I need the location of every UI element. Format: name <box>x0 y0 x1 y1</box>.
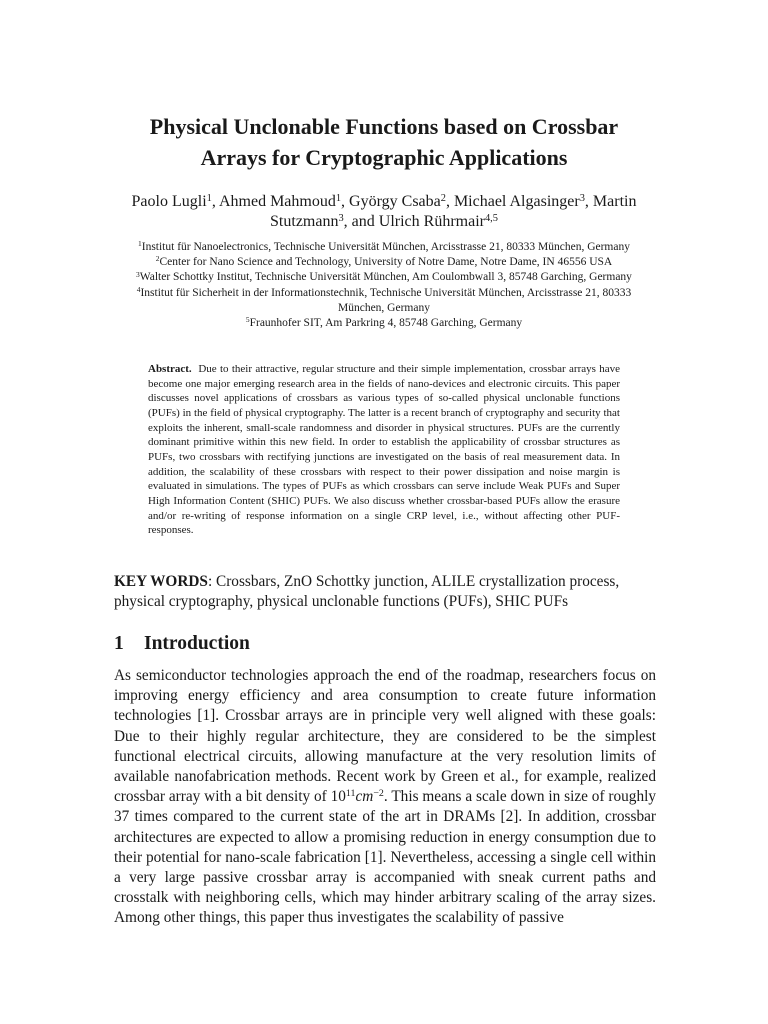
author-affil-mark: 4,5 <box>484 212 498 224</box>
section-number: 1 <box>114 633 124 654</box>
affil-text: Institut für Nanoelectronics, Technische Universität München, Arcisstrasse 21, 80333 München, Germany <box>141 241 630 253</box>
abstract-label: Abstract. <box>148 363 192 375</box>
affiliation-4-cont: München, Germany <box>338 301 430 314</box>
author-affil-mark: 1 <box>335 192 342 204</box>
intro-text: As semiconductor technologies approach the end of the roadmap, researchers focus on improving energy efficiency and area consumption to create future information technologies [1]. Crossbar arrays are in principle very well aligned with these goals: Due to their highly regular architecture, they are considered to be the simplest functional electrical circuits, allowing manufacture at the very resolution limits of available nanofabrication methods. Recent work by Green et al., for example, realized crossbar array with a bit density of 10 <box>114 667 656 806</box>
exponent: −2 <box>373 788 384 800</box>
section-heading <box>114 631 250 657</box>
author-name: , György Csaba <box>341 193 441 210</box>
keywords-label: KEY WORDS <box>114 573 208 590</box>
author-affil-mark: 3 <box>338 212 344 224</box>
intro-text: . This means a scale down in size of roughly 37 times compared to the current state of the art in DRAMs [2]. In addition, crossbar architectures are expected to allow a promising reduction in energy consumption due to their potential for nano-scale fabrication [1]. Nevertheless, accessing a single cell within a very large passive crossbar array is accompanied with sneak current paths and crosstalk with neighboring cells, which may hinder arbitrary scaling of the array sizes. Among other things, this paper thus investigates the scalability of passive <box>114 788 657 927</box>
affil-text: Fraunhofer SIT, Am Parkring 4, 85748 Garching, Germany <box>249 317 523 330</box>
affil-mark: 3 <box>136 269 140 279</box>
abstract <box>148 362 620 538</box>
affil-text: Institut für Sicherheit in der Informationstechnik, Technische Universität München, Arcisstrasse 21, 80333 <box>140 286 632 299</box>
affil-mark: 5 <box>245 315 250 325</box>
affiliation-list <box>0 240 768 331</box>
intro-paragraph <box>114 666 656 929</box>
paper-title <box>0 111 768 173</box>
author-name: Paolo Lugli <box>131 193 207 210</box>
affil-text: Center for Nano Science and Technology, University of Notre Dame, Notre Dame, IN 46556 USA <box>159 256 613 269</box>
author-name: Stutzmann <box>270 213 339 230</box>
section-title: Introduction <box>144 633 250 654</box>
title-line-1: Physical Unclonable Functions based on Crossbar <box>149 114 619 139</box>
unit: cm <box>355 788 374 806</box>
affiliation-2 <box>0 255 768 270</box>
author-name: , and Ulrich Rührmair <box>343 213 485 230</box>
keywords-text: : Crossbars, ZnO Schottky junction, ALILE crystallization process, physical cryptography, physical unclonable functions (PUFs), SHIC PUFs <box>114 573 620 610</box>
affiliation-1 <box>0 240 768 255</box>
affil-mark: 4 <box>136 284 141 294</box>
affiliation-3 <box>0 270 768 285</box>
author-name: , Michael Algasinger <box>445 193 580 210</box>
exponent: 11 <box>345 788 356 800</box>
author-affil-mark: 1 <box>206 192 212 204</box>
author-name: , Ahmed Mahmoud <box>211 193 336 210</box>
author-name: , Martin <box>584 193 637 210</box>
author-line-1 <box>0 192 768 212</box>
affiliation-5 <box>0 316 768 331</box>
affiliation-4 <box>0 286 768 301</box>
affil-text: Walter Schottky Institut, Technische Universität München, Am Coulombwall 3, 85748 Garching, Germany <box>139 271 632 284</box>
author-affil-mark: 3 <box>579 192 585 204</box>
affil-mark: 2 <box>155 254 160 264</box>
keywords <box>114 572 656 612</box>
author-line-2 <box>0 212 768 232</box>
title-line-2: Arrays for Cryptographic Applications <box>200 145 568 170</box>
affil-mark: 1 <box>138 239 142 249</box>
author-affil-mark: 2 <box>440 192 446 204</box>
abstract-text: Due to their attractive, regular structure and their simple implementation, crossbar arrays have become one major emerging research area in the fields of nano-devices and electronic circuits. This paper discusses novel applications of crossbars as various types of so-called physical unclonable functions (PUFs) in the field of physical cryptography. The latter is a recent branch of cryptography and security that exploits the inherent, small-scale randomness and disorder in physical structures. PUFs are the currently dominant primitive within this new field. In order to establish the applicability of crossbar structures as PUFs, two crossbars with rectifying junctions are investigated on the basis of real measurement data. In addition, the scalability of these crossbars with respect to their power dissipation and noise margin is evaluated in simulations. The types of PUFs as which crossbars can serve include Weak PUFs and Super High Information Content (SHIC) PUFs. We also discuss whether crossbar-based PUFs allow the erasure and/or re-writing of response information on a single CRP level, i.e., without affecting other PUF-responses. <box>148 363 621 537</box>
author-list <box>0 192 768 232</box>
